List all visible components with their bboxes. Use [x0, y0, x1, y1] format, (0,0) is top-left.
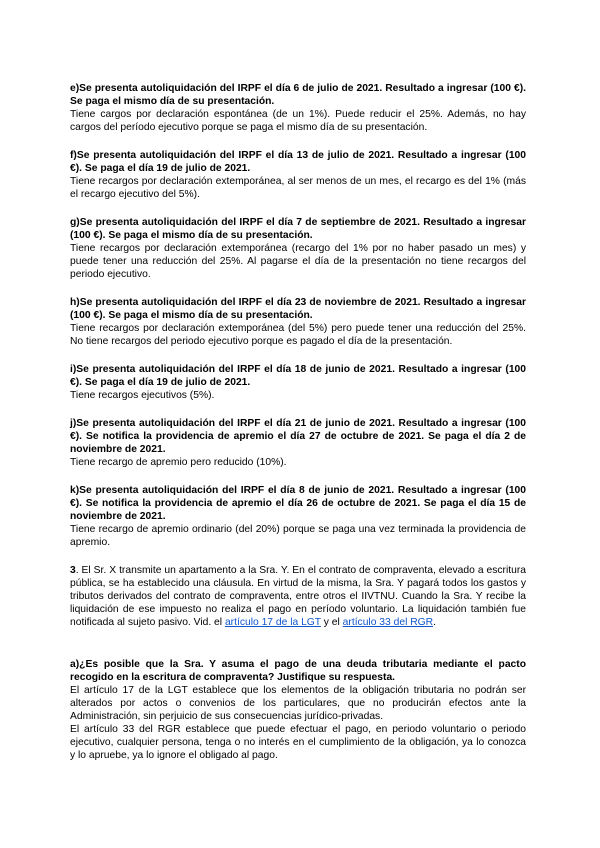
problem-connector: y el	[320, 617, 343, 628]
case-f-title: f)Se presenta autoliquidación del IRPF el día 13 de julio de 2021. Resultado a ingresar (100 €). Se paga el día 19 de julio de 2021.	[70, 150, 526, 174]
question-a	[70, 658, 526, 762]
question-a-para-1: El artículo 17 de la LGT establece que los elementos de la obligación tributaria no podrán ser alterados por actos o convenios de los particulares, que no producirán efectos ante la Administración, sin perjuicio de sus consecuencias jurídico-privadas.	[70, 685, 526, 722]
case-e-body: Tiene cargos por declaración espontánea (de un 1%). Puede reducir el 25%. Además, no hay cargos del período ejecutivo porque se paga el mismo día de su presentación.	[70, 109, 526, 133]
problem-end: .	[433, 617, 436, 628]
link-article-33-rgr[interactable]: artículo 33 del RGR	[342, 617, 434, 628]
case-g-body: Tiene recargos por declaración extemporánea (recargo del 1% por no haber pasado un mes) y puede tener una reducción del 25%. Al pagarse el día de la presentación no tiene recargos del periodo ejecutivo.	[70, 243, 526, 280]
case-h	[70, 296, 526, 348]
case-i	[70, 363, 526, 402]
case-f-body: Tiene recargos por declaración extemporánea, al ser menos de un mes, el recargo es del 1% (más el recargo ejecutivo del 5%).	[70, 176, 526, 200]
case-k-body: Tiene recargo de apremio ordinario (del 20%) porque se paga una vez terminada la providencia de apremio.	[70, 524, 526, 548]
case-i-title: i)Se presenta autoliquidación del IRPF el día 18 de junio de 2021. Resultado a ingresar (100 €). Se paga el día 19 de julio de 2021.	[70, 364, 526, 388]
case-i-body: Tiene recargos ejecutivos (5%).	[70, 390, 215, 401]
question-a-title: a)¿Es posible que la Sra. Y asuma el pago de una deuda tributaria mediante el pacto recogido en la escritura de compraventa? Justifique su respuesta.	[70, 659, 526, 683]
case-j	[70, 417, 526, 469]
document-page	[70, 82, 526, 762]
case-h-title: h)Se presenta autoliquidación del IRPF el día 23 de noviembre de 2021. Resultado a ingresar (100 €). Se paga el mismo día de su presentación.	[70, 297, 526, 321]
case-h-body: Tiene recargos por declaración extemporánea (del 5%) pero puede tener una reducción del 25%. No tiene recargos del periodo ejecutivo porque es pagado el día de la presentación.	[70, 323, 526, 347]
case-j-title: j)Se presenta autoliquidación del IRPF el día 21 de junio de 2021. Resultado a ingresar (100 €). Se notifica la providencia de apremio el día 27 de octubre de 2021. Se paga el día 2 de noviembre de 2021.	[70, 418, 526, 455]
problem-number: 3	[70, 565, 76, 576]
case-k	[70, 484, 526, 549]
spacer	[70, 646, 526, 658]
question-a-para-2: El artículo 33 del RGR establece que puede efectuar el pago, en periodo voluntario o periodo ejecutivo, cualquier persona, tenga o no interés en el cumplimiento de la obligación, ya lo conozca y lo apruebe, ya lo ignore el obligado al pago.	[70, 724, 526, 761]
case-g-title: g)Se presenta autoliquidación del IRPF el día 7 de septiembre de 2021. Resultado a ingresar (100 €). Se paga el mismo día de su presentación.	[70, 217, 526, 241]
case-k-title: k)Se presenta autoliquidación del IRPF el día 8 de junio de 2021. Resultado a ingresar (100 €). Se notifica la providencia de apremio el día 26 de octubre de 2021. Se paga el día 15 de noviembre de 2021.	[70, 485, 526, 522]
case-e	[70, 82, 526, 134]
case-g	[70, 216, 526, 281]
problem-3	[70, 564, 526, 629]
problem-text: . El Sr. X transmite un apartamento a la Sra. Y. En el contrato de compraventa, elevado a escritura pública, se ha establecido una cláusula. En virtud de la misma, la Sra. Y pagará todos los gastos y tributos derivados del contrato de compraventa, entre otros el IIVTNU. Cuando la Sra. Y recibe la liquidación de ese impuesto no realiza el pago en período voluntario. La liquidación también fue notificada al sujeto pasivo. Vid. el	[70, 565, 526, 628]
link-article-17-lgt[interactable]: artículo 17 de la LGT	[224, 617, 321, 628]
case-f	[70, 149, 526, 201]
case-j-body: Tiene recargo de apremio pero reducido (10%).	[70, 457, 287, 468]
case-e-title: e)Se presenta autoliquidación del IRPF el día 6 de julio de 2021. Resultado a ingresar (100 €). Se paga el mismo día de su presentación.	[70, 83, 526, 107]
